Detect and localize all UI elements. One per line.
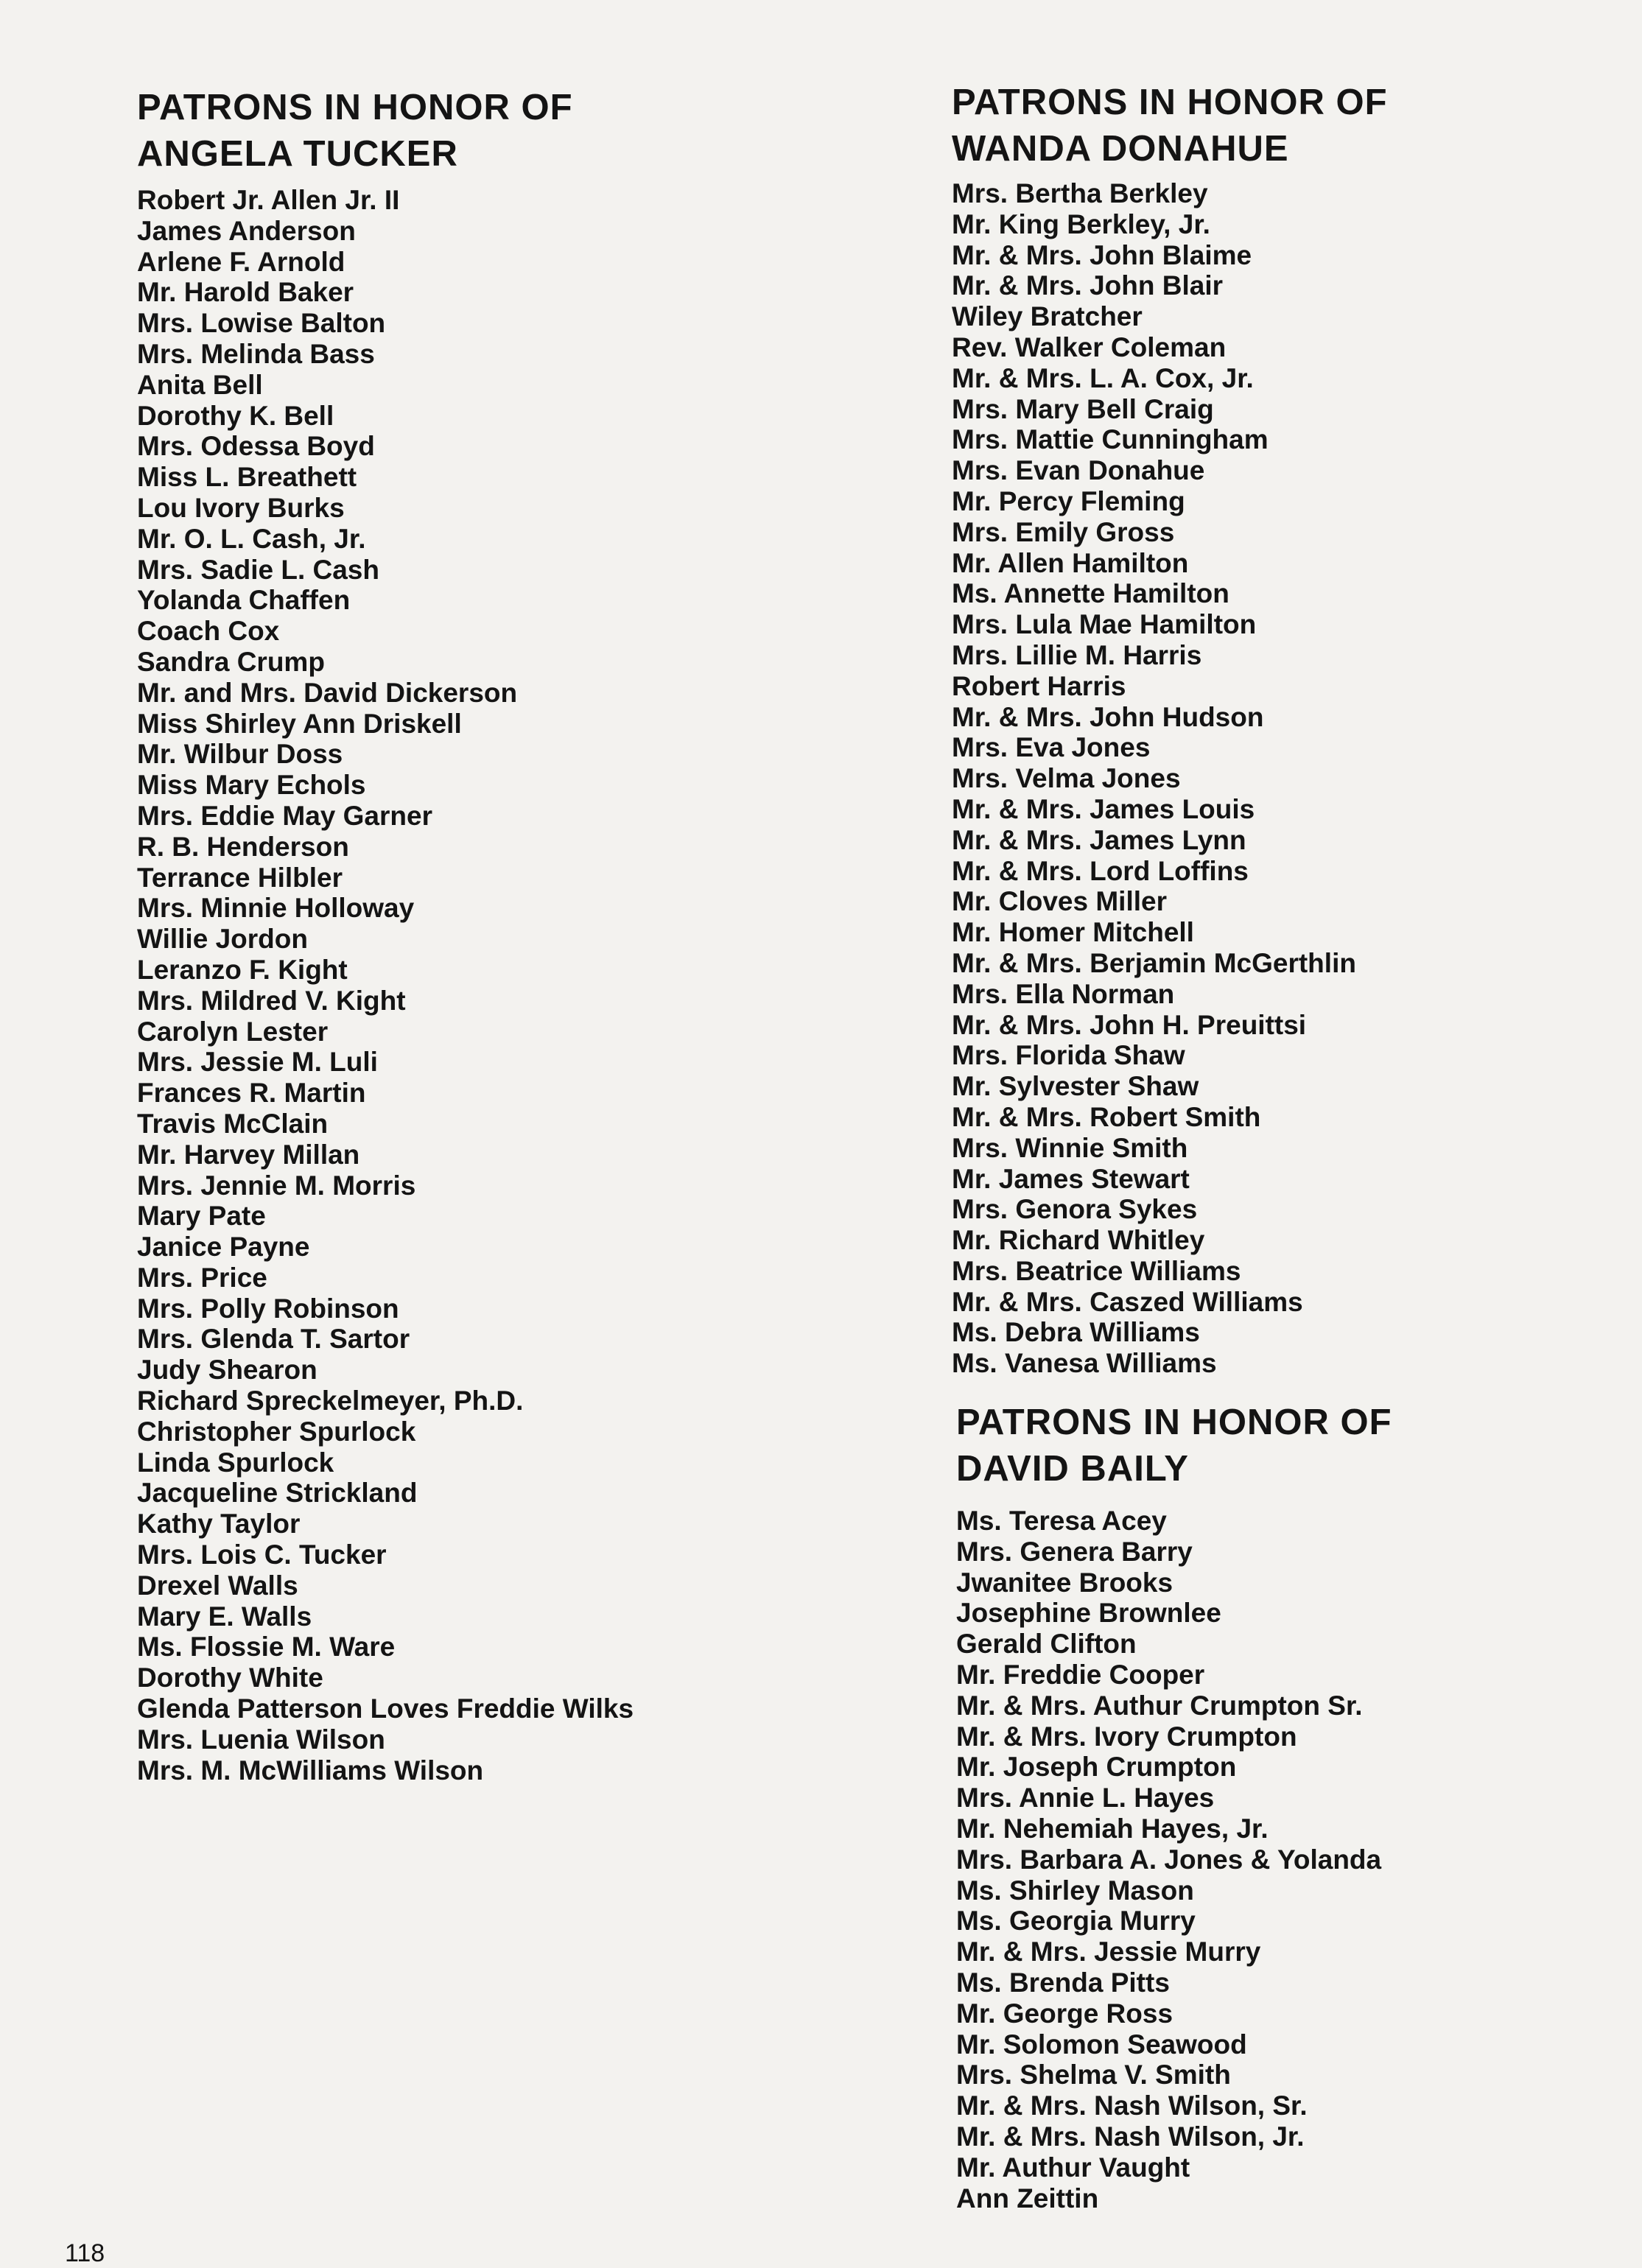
patron-name: Christopher Spurlock bbox=[137, 1416, 416, 1447]
patron-name: Mr. Homer Mitchell bbox=[952, 917, 1194, 948]
patron-name: Arlene F. Arnold bbox=[137, 246, 345, 277]
patron-name: Ms. Vanesa Williams bbox=[952, 1348, 1217, 1379]
patron-name: Mr. James Stewart bbox=[952, 1163, 1190, 1194]
patron-name: Coach Cox bbox=[137, 616, 280, 647]
patron-name: Mrs. Velma Jones bbox=[952, 763, 1181, 794]
patron-name: Mrs. Lois C. Tucker bbox=[137, 1539, 387, 1570]
patron-name: Richard Spreckelmeyer, Ph.D. bbox=[137, 1386, 524, 1416]
patron-name: Mrs. Mildred V. Kight bbox=[137, 985, 406, 1016]
section-david-baily bbox=[956, 1400, 1619, 2213]
heading-line-2: DAVID BAILY bbox=[956, 1449, 1189, 1489]
patron-name: Mr. and Mrs. David Dickerson bbox=[137, 677, 518, 708]
heading-line-1: PATRONS IN HONOR OF bbox=[956, 1402, 1392, 1442]
patron-name: Miss Mary Echols bbox=[137, 770, 366, 801]
patron-name: Mr. Percy Fleming bbox=[952, 485, 1185, 516]
patron-name: Mrs. Mary Bell Craig bbox=[952, 393, 1214, 424]
patron-name: Sandra Crump bbox=[137, 646, 325, 677]
patron-name: Ms. Debra Williams bbox=[952, 1317, 1200, 1348]
patron-name: Gerald Clifton bbox=[956, 1629, 1137, 1660]
patron-name: Travis McClain bbox=[137, 1108, 329, 1139]
patron-name: Mrs. Ella Norman bbox=[952, 978, 1175, 1009]
patron-name: Mr. Authur Vaught bbox=[956, 2152, 1190, 2183]
patron-name: Mrs. Lowise Balton bbox=[137, 308, 386, 339]
patron-name: Janice Payne bbox=[137, 1232, 310, 1263]
patron-name: Josephine Brownlee bbox=[956, 1598, 1221, 1629]
patron-name: Mr. & Mrs. Lord Loffins bbox=[952, 855, 1249, 886]
heading-line-2: WANDA DONAHUE bbox=[952, 129, 1289, 169]
patron-name: Mrs. Evan Donahue bbox=[952, 455, 1205, 486]
patron-name: Mrs. Bertha Berkley bbox=[952, 178, 1208, 208]
patron-name: Carolyn Lester bbox=[137, 1016, 329, 1047]
patron-name: Mr. Harvey Millan bbox=[137, 1139, 360, 1170]
patron-list bbox=[956, 1506, 1619, 2213]
patron-name: Mr. Joseph Crumpton bbox=[956, 1752, 1237, 1783]
patron-name: Mr. King Berkley, Jr. bbox=[952, 208, 1210, 239]
patron-name: Willie Jordon bbox=[137, 924, 308, 955]
patron-name: Ms. Brenda Pitts bbox=[956, 1967, 1170, 1998]
patron-name: Mrs. Beatrice Williams bbox=[952, 1255, 1241, 1286]
section-wanda-donahue bbox=[952, 80, 1615, 1379]
section-heading bbox=[952, 80, 1615, 172]
patron-name: Mrs. Annie L. Hayes bbox=[956, 1783, 1215, 1814]
patron-name: Mr. Nehemiah Hayes, Jr. bbox=[956, 1813, 1269, 1844]
patron-name: Mrs. Lula Mae Hamilton bbox=[952, 609, 1257, 640]
patron-name: Anita Bell bbox=[137, 369, 263, 400]
patron-name: Mrs. Melinda Bass bbox=[137, 338, 375, 369]
patron-name: Mr. Richard Whitley bbox=[952, 1225, 1205, 1256]
patron-name: Mrs. Shelma V. Smith bbox=[956, 2060, 1231, 2090]
patron-name: Mr. Wilbur Doss bbox=[137, 739, 343, 770]
patron-name: Mr. & Mrs. John Hudson bbox=[952, 701, 1264, 732]
patron-name: James Anderson bbox=[137, 215, 356, 246]
section-heading bbox=[137, 85, 859, 178]
patron-name: Mr. & Mrs. James Louis bbox=[952, 793, 1255, 824]
patron-name: Mrs. Eva Jones bbox=[952, 732, 1151, 763]
patron-name: Mrs. Polly Robinson bbox=[137, 1293, 399, 1324]
patron-name: Rev. Walker Coleman bbox=[952, 331, 1227, 362]
patron-name: Mary E. Walls bbox=[137, 1601, 312, 1632]
patron-name: Dorothy K. Bell bbox=[137, 400, 334, 431]
patron-name: Ms. Annette Hamilton bbox=[952, 578, 1229, 609]
patron-name: Ms. Teresa Acey bbox=[956, 1506, 1167, 1536]
patron-name: Mr. Harold Baker bbox=[137, 277, 354, 308]
patron-name: Mrs. Lillie M. Harris bbox=[952, 639, 1202, 670]
patron-name: Miss L. Breathett bbox=[137, 462, 357, 493]
patron-name: Mr. & Mrs. Jessie Murry bbox=[956, 1937, 1261, 1967]
patron-name: Glenda Patterson Loves Freddie Wilks bbox=[137, 1693, 634, 1724]
patron-name: Mr. & Mrs. Ivory Crumpton bbox=[956, 1721, 1297, 1752]
patron-name: Mr. & Mrs. James Lynn bbox=[952, 824, 1246, 855]
page-number: 118 bbox=[65, 2239, 105, 2267]
patron-name: Mr. O. L. Cash, Jr. bbox=[137, 523, 366, 554]
patron-name: Mr. & Mrs. Berjamin McGerthlin bbox=[952, 947, 1356, 978]
patron-name: Drexel Walls bbox=[137, 1570, 298, 1601]
patron-name: Mrs. Emily Gross bbox=[952, 516, 1175, 547]
patron-name: Leranzo F. Kight bbox=[137, 954, 348, 985]
patron-name: Mr. Freddie Cooper bbox=[956, 1659, 1205, 1690]
patron-name: Mr. George Ross bbox=[956, 1998, 1173, 2029]
patron-name: Mr. & Mrs. John H. Preuittsi bbox=[952, 1009, 1307, 1040]
patron-name: Miss Shirley Ann Driskell bbox=[137, 708, 462, 739]
heading-line-2: ANGELA TUCKER bbox=[137, 134, 458, 174]
patron-name: Kathy Taylor bbox=[137, 1509, 301, 1539]
patron-name: Mr. & Mrs. Caszed Williams bbox=[952, 1286, 1303, 1317]
patron-name: Mr. Cloves Miller bbox=[952, 886, 1167, 917]
patron-name: Mr. & Mrs. L. A. Cox, Jr. bbox=[952, 362, 1254, 393]
patron-name: Mr. & Mrs. Authur Crumpton Sr. bbox=[956, 1690, 1363, 1721]
patron-name: Robert Jr. Allen Jr. II bbox=[137, 185, 400, 215]
patron-name: Mr. & Mrs. John Blair bbox=[952, 270, 1224, 301]
patron-name: Mrs. Winnie Smith bbox=[952, 1132, 1188, 1163]
patron-name: Ms. Flossie M. Ware bbox=[137, 1632, 396, 1663]
patron-name: Mr. & Mrs. John Blaime bbox=[952, 239, 1252, 270]
patron-name: Jacqueline Strickland bbox=[137, 1478, 418, 1509]
section-angela-tucker bbox=[137, 85, 859, 1786]
patron-name: Mrs. Luenia Wilson bbox=[137, 1724, 385, 1755]
patron-name: Mrs. Minnie Holloway bbox=[137, 893, 415, 924]
patron-name: Mrs. Glenda T. Sartor bbox=[137, 1324, 410, 1355]
patron-name: Mr. & Mrs. Nash Wilson, Jr. bbox=[956, 2121, 1305, 2152]
patron-name: Judy Shearon bbox=[137, 1355, 317, 1386]
patron-name: Terrance Hilbler bbox=[137, 862, 343, 893]
patron-name: Mr. Allen Hamilton bbox=[952, 547, 1189, 578]
patron-list bbox=[137, 185, 859, 1786]
patron-name: Wiley Bratcher bbox=[952, 301, 1143, 332]
patron-name: Dorothy White bbox=[137, 1663, 323, 1693]
patron-name: Yolanda Chaffen bbox=[137, 585, 351, 616]
patron-name: Mrs. Genera Barry bbox=[956, 1536, 1193, 1567]
patron-name: Ms. Georgia Murry bbox=[956, 1906, 1196, 1937]
patron-name: Mr. Solomon Seawood bbox=[956, 2029, 1247, 2060]
patron-name: R. B. Henderson bbox=[137, 831, 349, 862]
patron-name: Frances R. Martin bbox=[137, 1078, 366, 1109]
patron-name: Mrs. Price bbox=[137, 1262, 267, 1293]
patron-name: Mrs. M. McWilliams Wilson bbox=[137, 1755, 484, 1786]
patron-name: Ms. Shirley Mason bbox=[956, 1875, 1194, 1906]
patron-name: Mr. Sylvester Shaw bbox=[952, 1071, 1199, 1102]
patron-name: Mrs. Florida Shaw bbox=[952, 1040, 1185, 1071]
patron-name: Jwanitee Brooks bbox=[956, 1567, 1173, 1598]
section-heading bbox=[956, 1400, 1619, 1492]
patron-name: Mrs. Jennie M. Morris bbox=[137, 1170, 416, 1201]
patron-name: Mrs. Jessie M. Luli bbox=[137, 1047, 378, 1078]
patron-name: Mrs. Genora Sykes bbox=[952, 1194, 1198, 1225]
patron-name: Mrs. Eddie May Garner bbox=[137, 800, 432, 831]
patron-name: Ann Zeittin bbox=[956, 2183, 1099, 2213]
patron-name: Robert Harris bbox=[952, 670, 1126, 701]
patron-list bbox=[952, 178, 1615, 1379]
patron-name: Mrs. Odessa Boyd bbox=[137, 431, 375, 462]
patron-name: Lou Ivory Burks bbox=[137, 492, 345, 523]
patron-name: Mrs. Sadie L. Cash bbox=[137, 554, 379, 585]
heading-line-1: PATRONS IN HONOR OF bbox=[137, 88, 573, 127]
patron-name: Mr. & Mrs. Robert Smith bbox=[952, 1101, 1261, 1132]
patron-name: Linda Spurlock bbox=[137, 1447, 334, 1478]
patron-name: Mrs. Barbara A. Jones & Yolanda bbox=[956, 1844, 1382, 1875]
patron-name: Mary Pate bbox=[137, 1201, 266, 1232]
heading-line-1: PATRONS IN HONOR OF bbox=[952, 82, 1388, 122]
patron-name: Mrs. Mattie Cunningham bbox=[952, 424, 1269, 455]
patron-name: Mr. & Mrs. Nash Wilson, Sr. bbox=[956, 2090, 1308, 2121]
